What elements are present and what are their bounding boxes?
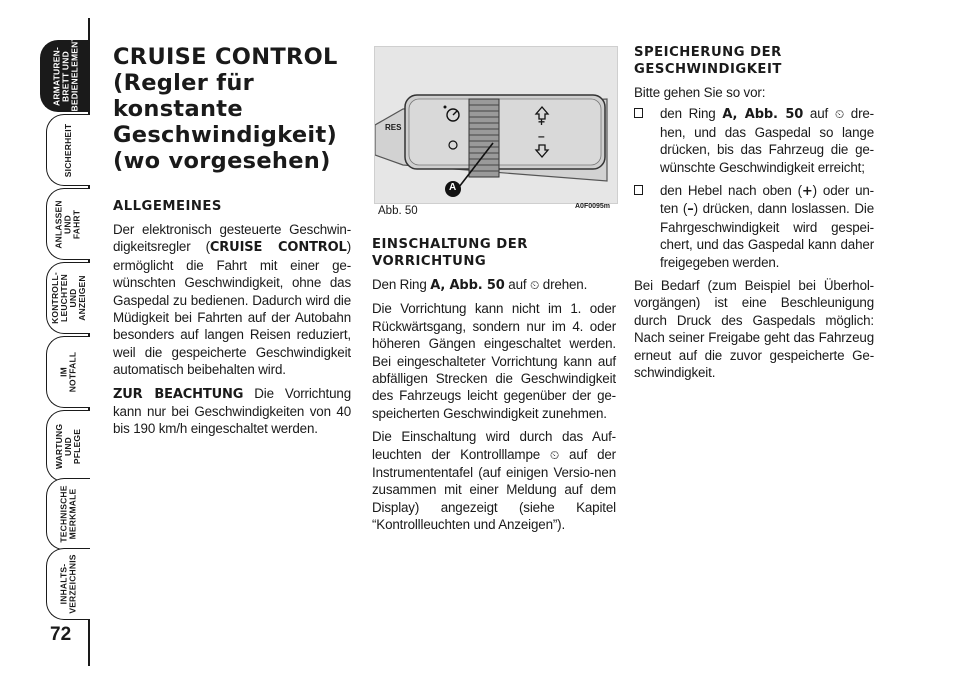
speedometer-cruise-icon: ⏲ (549, 447, 560, 462)
square-bullet-icon (634, 108, 643, 118)
callout-a: A (449, 182, 457, 193)
square-bullet-icon (634, 185, 643, 195)
chapter-tabs (0, 0, 96, 692)
section-heading-allgemeines: ALLGEMEINES (113, 199, 222, 214)
paragraph-warning: ZUR BEACHTUNG Die Vorrichtung kann nur bei Geschwindigkeiten von 40 bis 190 km/h eingeschaltet werden. (113, 385, 351, 437)
tab-sicherheit[interactable] (46, 114, 90, 186)
section-heading-speicherung: SPEICHERUNG DER GESCHWINDIGKEIT (634, 45, 782, 77)
paragraph-intro-steps: Bitte gehen Sie so vor: (634, 85, 766, 100)
column-1 (113, 44, 351, 444)
tab-label: TECHNISCHE MERKMALE (58, 485, 78, 543)
paragraph-intro: Der elektronisch gesteuerte Geschwin-digkeitsregler (CRUISE CONTROL) ermöglicht die Fahrt mit einer ge-wünschten Geschwindigkeit, ohne das Gaspedal zu bedienen. Dadurch wird die Müdigkeit bei Fahrten auf der Autobahn besonders auf langen Reisen reduziert, weil die gespeicherte Geschwindigkeit automatisch beibehalten wird. (113, 222, 351, 378)
tab-label: WARTUNG UND PFLEGE (54, 423, 82, 469)
tab-label: SICHERHEIT (63, 123, 74, 177)
figure-code: A0F0095m (575, 203, 611, 210)
tab-anlassen[interactable] (46, 188, 90, 260)
tab-label: ARMATUREN- BRETT UND BEDIENELEMENTE (51, 29, 79, 111)
column-2 (372, 236, 616, 540)
lever-illustration (375, 47, 617, 203)
tab-label: INHALTS- VERZEICHNIS (58, 554, 78, 614)
minus-label: – (538, 129, 545, 143)
tab-im-notfall[interactable] (46, 336, 90, 408)
section-heading-einschaltung: EINSCHALTUNG DER VORRICHTUNG (372, 237, 528, 269)
warning-label: ZUR BEACHTUNG (113, 386, 244, 402)
list-item: den Hebel nach oben (+) oder un-ten (–) drücken, dann loslassen. Die Fahrgeschwindigkeit wird gespei-chert, und das Gaspedal kann daher freigegeben werden. (634, 182, 874, 271)
page-title: CRUISE CONTROL (Regler für konstante Geschwindigkeit) (wo vorgesehen) (113, 44, 338, 174)
tab-label: ANLASSEN UND FAHRT (54, 199, 83, 249)
figure-caption: Abb. 50 (378, 205, 418, 217)
tab-wartung[interactable] (46, 410, 90, 482)
page-number: 72 (50, 624, 72, 645)
tab-label: IM NOTFALL (58, 351, 78, 393)
tab-inhaltsverzeichnis[interactable] (46, 548, 90, 620)
res-label: RES (385, 123, 402, 132)
speedometer-cruise-icon: ⏲ (834, 107, 845, 122)
paragraph-ring: Den Ring A, Abb. 50 auf ⏲ drehen. (372, 277, 588, 293)
tab-label: KONTROLL- LEUCHTEN UND ANZEIGEN (49, 272, 87, 324)
tab-technische-merkmale[interactable] (46, 478, 90, 550)
paragraph-gears: Die Vorrichtung kann nicht im 1. oder Rückwärtsgang, sondern nur im 4. oder höheren Gängen eingeschaltet werden. Bei eingeschalteter Vorrichtung kann auf abfälligen Strecken die Geschwindigkeit des Fahrzeugs leicht gegenüber der ge-speicherten Geschwindigkeit zunehmen. (372, 301, 616, 421)
list-item: den Ring A, Abb. 50 auf ⏲ dre-hen, und das Gaspedal so lange drücken, bis das Fahrzeug die ge-wünschte Geschwindigkeit erreicht; (634, 105, 874, 176)
plus-label: + (538, 115, 546, 129)
tab-kontrollleuchten[interactable] (46, 262, 90, 334)
speedometer-cruise-icon: ⏲ (530, 278, 540, 292)
tab-armaturenbrett[interactable] (40, 29, 90, 112)
column-3 (634, 44, 874, 388)
paragraph-indicator: Die Einschaltung wird durch das Auf-leuchten der Kontrolllampe ⏲ auf der Instrumententafel (auf einigen Versio-nen zusammen mit einer Meldung auf dem Display) angezeigt (siehe Kapitel “Kontrollleuchten und Anzeigen”). (372, 429, 616, 533)
paragraph-overtaking: Bei Bedarf (zum Beispiel bei Überhol-vorgängen) ist eine Beschleunigung durch Druck des Gaspedals möglich: Nach seiner Freigabe geht das Fahrzeug erneut auf die zuvor gespeicherte Ge-schwindigkeit. (634, 278, 874, 381)
figure-cruise-control-lever (374, 46, 618, 204)
